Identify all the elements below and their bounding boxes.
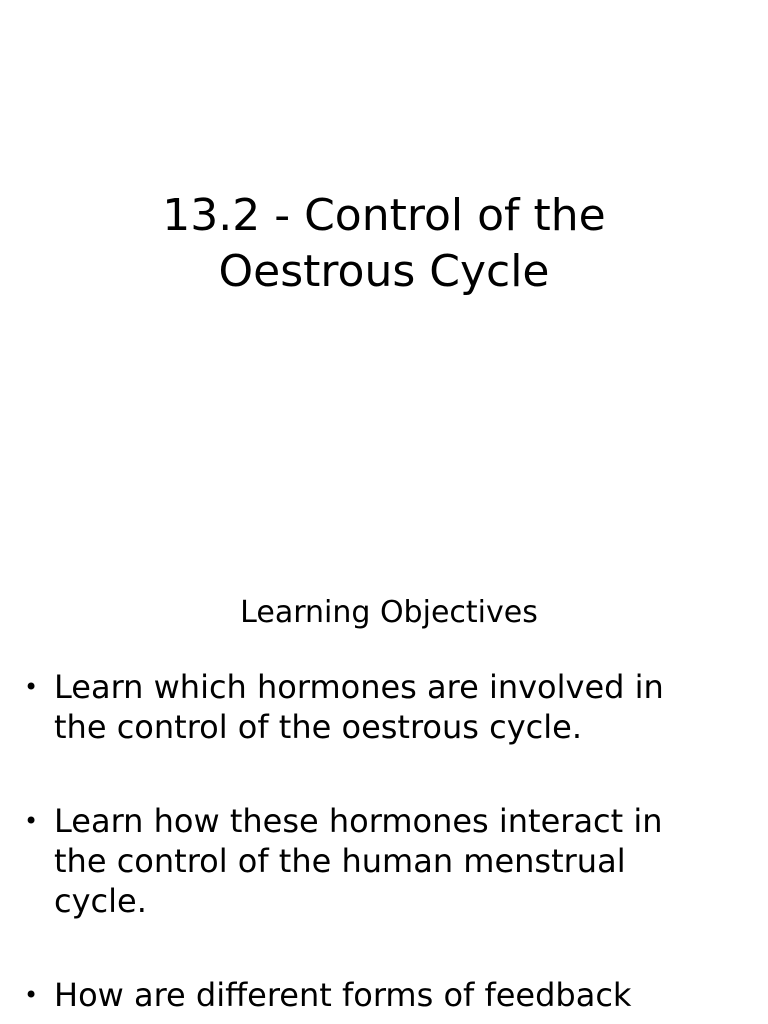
objective-text (54, 667, 738, 747)
objective-line: Learn which hormones are involved in (54, 668, 664, 706)
slide-title-line-1: 13.2 - Control of the (162, 190, 606, 241)
objective-text (54, 975, 738, 1015)
objectives-list (0, 667, 768, 1024)
objective-line: the control of the human menstrual (54, 842, 626, 880)
objective-item-1 (0, 667, 768, 747)
objective-item-3 (0, 975, 768, 1015)
objective-text (54, 801, 738, 921)
learning-objectives-heading: Learning Objectives (240, 595, 538, 630)
objective-line: the control of the oestrous cycle. (54, 708, 582, 746)
bullet-icon: • (24, 807, 39, 835)
objective-item-2 (0, 801, 768, 921)
bullet-icon: • (24, 981, 39, 1009)
slide-title (0, 188, 768, 300)
objective-line: cycle. (54, 882, 147, 920)
objective-line: How are different forms of feedback (54, 976, 632, 1014)
objective-line: Learn how these hormones interact in (54, 802, 663, 840)
slide-title-line-2: Oestrous Cycle (218, 246, 550, 297)
bullet-icon: • (24, 673, 39, 701)
